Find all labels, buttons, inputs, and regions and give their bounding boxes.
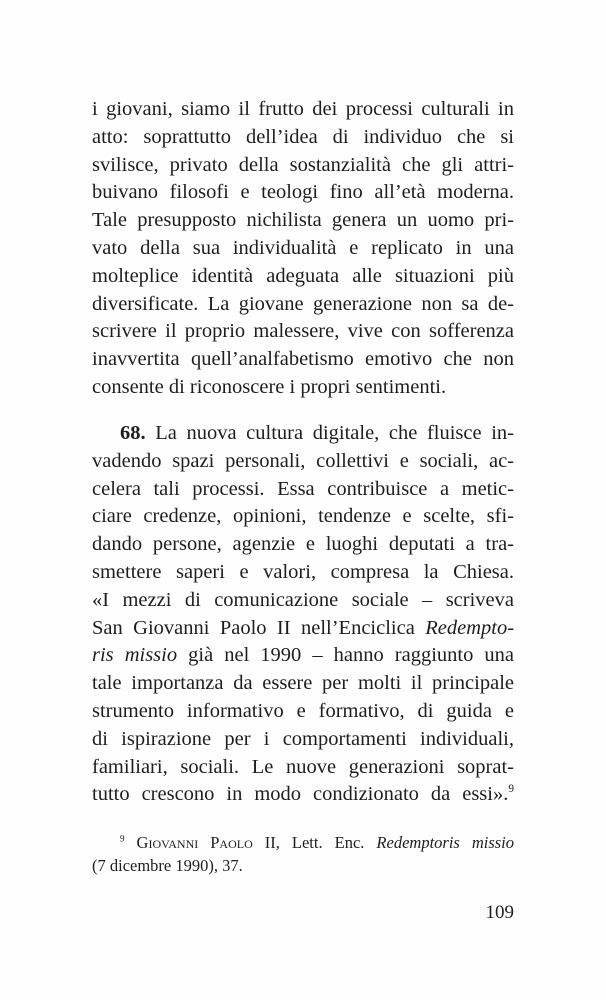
footnote	[92, 831, 514, 877]
text-line	[92, 420, 514, 448]
text-line: Tale presupposto nichilista genera un uomo pri-	[92, 209, 514, 232]
text-line: ciare credenze, opinioni, tendenze e scelte, sfi-	[92, 505, 514, 528]
text-line-content: tutto crescono in modo condizionato da essi».	[92, 783, 509, 806]
text-line: familiari, sociali. Le nuove generazioni soprat-	[92, 755, 514, 778]
text-line	[92, 615, 514, 643]
paragraph-68	[92, 420, 514, 809]
quote-start-line: «I mezzi di comunicazione sociale – scriveva	[92, 588, 514, 611]
text-line: smettere saperi e valori, compresa la Chiesa.	[92, 560, 514, 583]
encyclical-title-part: Redempto-	[425, 616, 515, 639]
footnote-line: (7 dicembre 1990), 37.	[92, 856, 243, 875]
text-line: strumento informativo e formativo, di guida e	[92, 699, 514, 722]
text-line: buivano filosofi e teologi fino all’età moderna.	[92, 181, 514, 204]
text-line-content: San Giovanni Paolo II nell’Enciclica	[92, 616, 415, 639]
text-line: vadendo spazi personali, collettivi e sociali, ac-	[92, 449, 514, 472]
text-line-content: La nuova cultura digitale, che fluisce in-	[155, 422, 514, 444]
text-line: tale importanza da essere per molti il principale	[92, 672, 514, 695]
text-line: atto: soprattutto dell’idea di individuo che si	[92, 125, 514, 148]
text-line: diversificate. La giovane generazione non sa de-	[92, 292, 514, 315]
footnote-reference: 9	[508, 783, 514, 796]
text-line: vato della sua individualità e replicato in una	[92, 236, 514, 259]
encyclical-title-part: ris missio	[92, 644, 178, 667]
text-line: consente di riconoscere i propri sentimenti.	[92, 375, 447, 398]
footnote-line	[92, 831, 514, 854]
footnote-author: Giovanni Paolo	[136, 833, 253, 852]
text-line: svilisce, privato della sostanzialità che gli attri-	[92, 153, 514, 176]
footnote-title: Redemptoris missio	[376, 833, 515, 852]
text-line: molteplice identità adeguata alle situazioni più	[92, 264, 514, 287]
footnote-text: II, Lett. Enc.	[264, 833, 365, 852]
text-line: i giovani, siamo il frutto dei processi culturali in	[92, 98, 514, 120]
paragraph-continuation	[92, 96, 514, 402]
text-line: scrivere il proprio malessere, vive con sofferenza	[92, 320, 514, 343]
text-line: dando persone, agenzie e luoghi deputati a tra-	[92, 533, 514, 556]
text-line	[92, 781, 514, 809]
text-line	[92, 642, 514, 670]
text-line: inavvertita quell’analfabetismo emotivo che non	[92, 348, 514, 371]
paragraph-number: 68.	[120, 422, 146, 444]
page-number: 109	[485, 902, 514, 923]
text-line-content: già nel 1990 – hanno raggiunto una	[188, 644, 514, 667]
text-line: di ispirazione per i comportamenti individuali,	[92, 727, 514, 750]
footnote-marker: 9	[120, 833, 125, 844]
text-line: celera tali processi. Essa contribuisce a metic-	[92, 477, 514, 500]
